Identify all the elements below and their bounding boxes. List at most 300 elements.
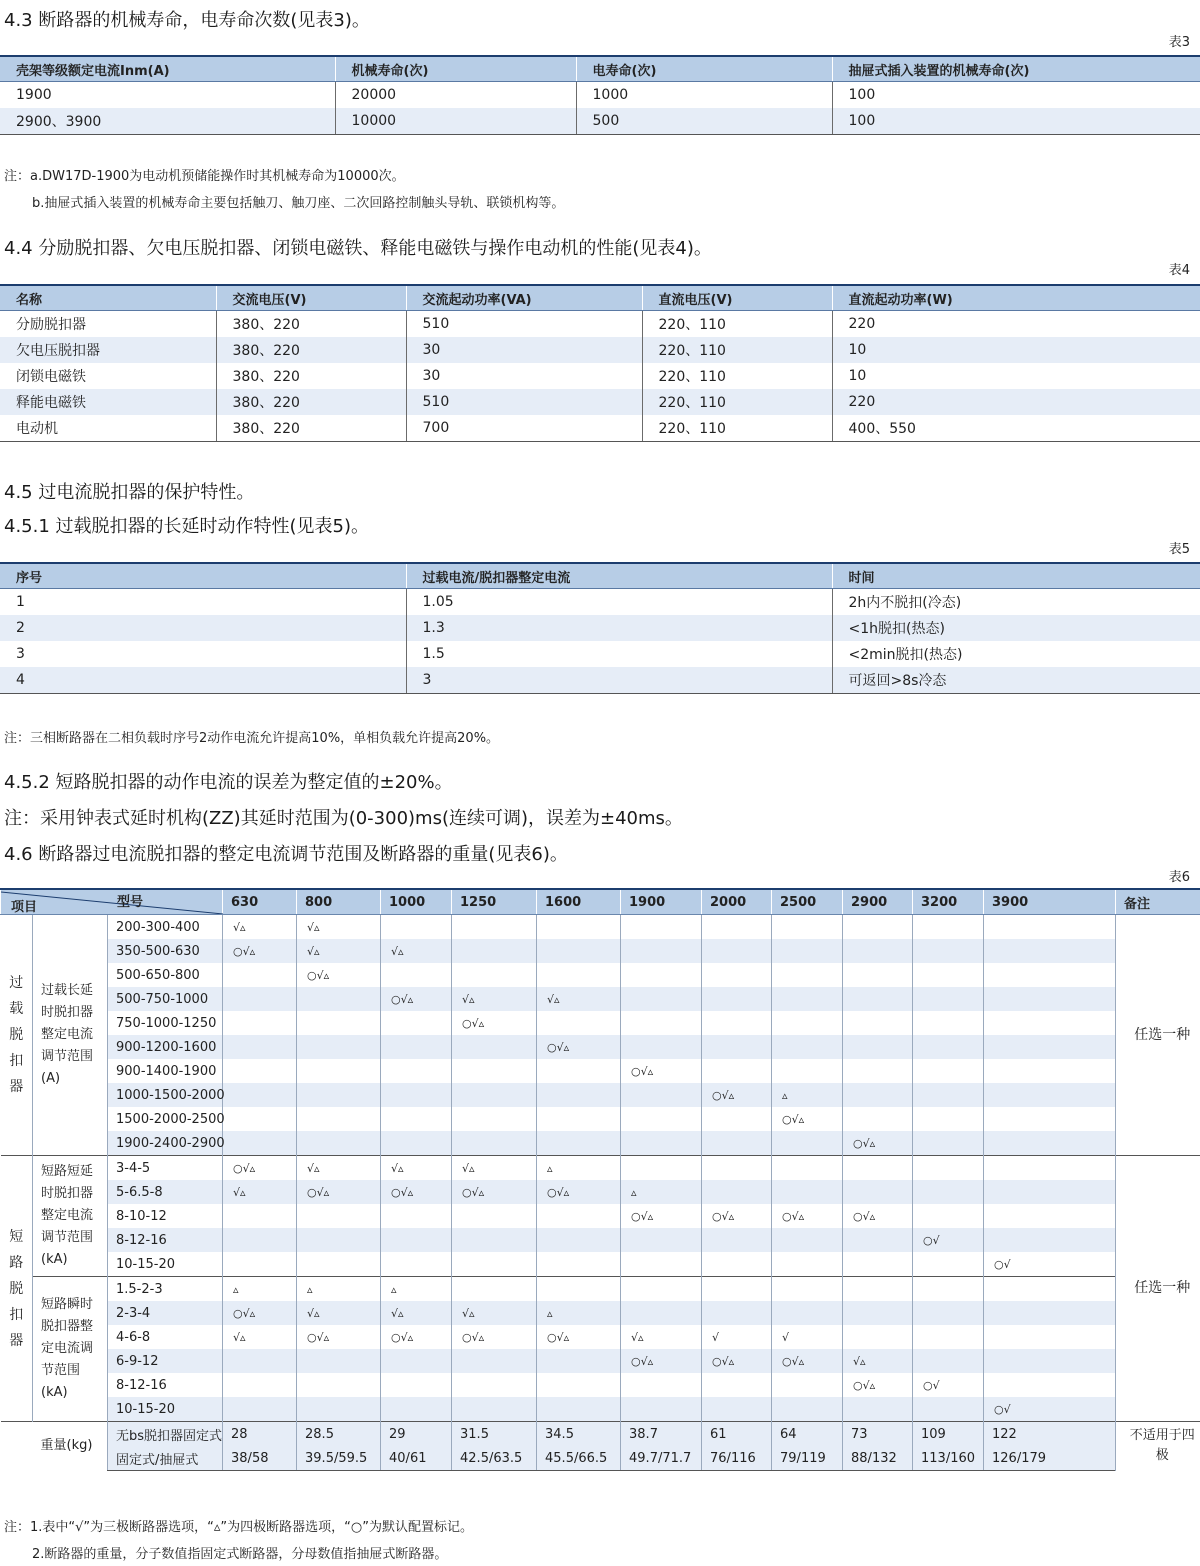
table-row	[1, 1277, 1200, 1302]
option-mark-cell	[702, 1228, 772, 1252]
option-mark-cell	[297, 1204, 381, 1228]
table-4-label: 表4	[1168, 263, 1190, 278]
model-col-header: 2000	[702, 889, 772, 915]
table-row	[1, 1083, 1200, 1107]
col-header: 名称	[0, 285, 216, 311]
range-cell: 8-10-12	[108, 1204, 223, 1228]
cell: 1900	[16, 87, 52, 103]
cell: 100	[832, 82, 1200, 109]
cell: 分励脱扣器	[16, 317, 86, 333]
option-mark-cell: ○√▵	[537, 1035, 621, 1059]
option-mark-cell	[913, 1397, 984, 1422]
weight-cell: 61	[702, 1422, 772, 1447]
option-mark-cell	[772, 1059, 843, 1083]
weight-cell: 76/116	[702, 1446, 772, 1471]
range-cell: 900-1200-1600	[108, 1035, 223, 1059]
option-mark-cell	[297, 1131, 381, 1156]
option-mark-cell	[621, 1035, 702, 1059]
option-mark-cell: √▵	[452, 1156, 537, 1181]
option-mark-cell	[297, 1373, 381, 1397]
section-4-6-heading: 4.6 断路器过电流脱扣器的整定电流调节范围及断路器的重量(见表6)。	[4, 844, 568, 865]
cell: 500	[576, 108, 832, 135]
option-mark-cell	[452, 1277, 537, 1302]
model-col-header: 2500	[772, 889, 843, 915]
option-mark-cell	[772, 1277, 843, 1302]
option-mark-cell: ○√▵	[537, 1325, 621, 1349]
weight-cell: 113/160	[913, 1446, 984, 1471]
table-row	[1, 1373, 1200, 1397]
option-mark-cell	[223, 987, 297, 1011]
option-mark-cell	[621, 987, 702, 1011]
cell: 20000	[335, 82, 576, 109]
cell: 510	[406, 389, 642, 415]
option-mark-cell	[621, 963, 702, 987]
weight-cell: 42.5/63.5	[452, 1446, 537, 1471]
option-mark-cell	[297, 1059, 381, 1083]
option-mark-cell	[913, 1011, 984, 1035]
option-mark-cell	[772, 1397, 843, 1422]
cell: 400、550	[832, 415, 1200, 442]
weight-row	[1, 1422, 1200, 1447]
option-mark-cell	[843, 1180, 913, 1204]
option-mark-cell: ○√▵	[381, 987, 452, 1011]
option-mark-cell	[452, 1083, 537, 1107]
remark-col-header: 备注	[1116, 889, 1200, 915]
cell: 2h内不脱扣(冷态)	[832, 589, 1200, 616]
option-mark-cell	[913, 1131, 984, 1156]
range-cell: 1000-1500-2000	[108, 1083, 223, 1107]
option-mark-cell: √▵	[381, 1156, 452, 1181]
cell: 220、110	[642, 311, 832, 338]
option-mark-cell	[621, 1083, 702, 1107]
table-5-label: 表5	[1168, 542, 1190, 557]
table-row	[1, 1325, 1200, 1349]
table-4	[0, 284, 1200, 442]
option-mark-cell: ○√	[984, 1252, 1116, 1277]
option-mark-cell: √▵	[297, 915, 381, 940]
option-mark-cell	[381, 1349, 452, 1373]
weight-cell: 122	[984, 1422, 1116, 1447]
weight-cell: 45.5/66.5	[537, 1446, 621, 1471]
option-mark-cell	[984, 915, 1116, 940]
option-mark-cell	[843, 1059, 913, 1083]
option-mark-cell: ○√▵	[772, 1107, 843, 1131]
cell: 510	[406, 311, 642, 338]
option-mark-cell	[772, 1131, 843, 1156]
weight-cell: 64	[772, 1422, 843, 1447]
option-mark-cell	[297, 1035, 381, 1059]
option-mark-cell	[381, 1059, 452, 1083]
option-mark-cell	[297, 1349, 381, 1373]
remark-short: 任选一种	[1116, 1156, 1200, 1422]
table-3-note-a: 注：a.DW17D-1900为电动机预储能操作时其机械寿命为10000次。	[4, 169, 405, 184]
option-mark-cell	[843, 1035, 913, 1059]
weight-row	[1, 1446, 1200, 1471]
option-mark-cell	[843, 1325, 913, 1349]
cell: 220、110	[642, 389, 832, 415]
option-mark-cell	[452, 1204, 537, 1228]
cell: 220、110	[642, 415, 832, 442]
option-mark-cell: ○√	[913, 1228, 984, 1252]
model-col-header: 3900	[984, 889, 1116, 915]
option-mark-cell: ○√▵	[452, 1011, 537, 1035]
cell: 10	[832, 337, 1200, 363]
option-mark-cell	[843, 1301, 913, 1325]
option-mark-cell	[913, 1349, 984, 1373]
option-mark-cell	[223, 1204, 297, 1228]
table-3-note-b: b.抽屉式插入装置的机械寿命主要包括触刀、触刀座、二次回路控制触头导轨、联锁机构等。	[32, 196, 565, 211]
option-mark-cell	[381, 1373, 452, 1397]
cell: 2	[0, 615, 406, 641]
weight-cell: 34.5	[537, 1422, 621, 1447]
option-mark-cell	[984, 1349, 1116, 1373]
weight-cell: 28	[223, 1422, 297, 1447]
table-row	[0, 389, 1200, 415]
table-row	[1, 987, 1200, 1011]
range-cell: 4-6-8	[108, 1325, 223, 1349]
option-mark-cell	[223, 1011, 297, 1035]
cell: 2900、3900	[0, 108, 335, 135]
table-row	[0, 82, 1200, 109]
option-mark-cell: √	[772, 1325, 843, 1349]
table-row	[1, 1397, 1200, 1422]
option-mark-cell	[452, 1059, 537, 1083]
option-mark-cell	[381, 1107, 452, 1131]
option-mark-cell: ○√▵	[297, 963, 381, 987]
table-header-row	[0, 285, 1200, 311]
weight-cell: 31.5	[452, 1422, 537, 1447]
weight-cell: 40/61	[381, 1446, 452, 1471]
cell: 1.5	[406, 641, 832, 667]
option-mark-cell	[297, 1107, 381, 1131]
option-mark-cell: ○√▵	[381, 1180, 452, 1204]
option-mark-cell	[381, 1035, 452, 1059]
option-mark-cell	[913, 915, 984, 940]
table-row	[1, 1059, 1200, 1083]
section-4-5-heading: 4.5 过电流脱扣器的保护特性。	[4, 482, 255, 503]
table-row	[0, 311, 1200, 338]
option-mark-cell	[621, 939, 702, 963]
option-mark-cell	[381, 1204, 452, 1228]
option-mark-cell	[381, 1083, 452, 1107]
option-mark-cell	[984, 1107, 1116, 1131]
option-mark-cell	[984, 963, 1116, 987]
option-mark-cell	[913, 1059, 984, 1083]
option-mark-cell	[913, 1156, 984, 1181]
option-mark-cell: √▵	[297, 1156, 381, 1181]
option-mark-cell	[537, 1349, 621, 1373]
table-row	[1, 939, 1200, 963]
option-mark-cell: √▵	[223, 1180, 297, 1204]
table-row	[1, 1035, 1200, 1059]
weight-desc: 无bs脱扣器固定式	[108, 1422, 223, 1447]
option-mark-cell	[772, 1035, 843, 1059]
option-mark-cell	[452, 963, 537, 987]
section-4-5-2-note: 注：采用钟表式延时机构(ZZ)其延时范围为(0-300)ms(连续可调)，误差为±40ms。	[4, 808, 683, 829]
cell: 1.3	[406, 615, 832, 641]
option-mark-cell	[537, 1131, 621, 1156]
table-5	[0, 562, 1200, 694]
option-mark-cell	[984, 1059, 1116, 1083]
option-mark-cell	[984, 1277, 1116, 1302]
option-mark-cell	[621, 1156, 702, 1181]
cell: 220、110	[642, 363, 832, 389]
option-mark-cell	[843, 1011, 913, 1035]
option-mark-cell	[984, 1204, 1116, 1228]
option-mark-cell	[984, 1228, 1116, 1252]
option-mark-cell	[913, 1083, 984, 1107]
cell: <1h脱扣(热态)	[832, 615, 1200, 641]
table-row	[0, 615, 1200, 641]
section-4-3-heading: 4.3 断路器的机械寿命，电寿命次数(见表3)。	[4, 10, 370, 31]
option-mark-cell	[223, 1228, 297, 1252]
option-mark-cell	[223, 963, 297, 987]
option-mark-cell	[843, 1083, 913, 1107]
option-mark-cell	[984, 1301, 1116, 1325]
table-6-note-2: 2.断路器的重量，分子数值指固定式断路器，分母数值指抽屉式断路器。	[32, 1547, 448, 1562]
option-mark-cell: ○√▵	[843, 1131, 913, 1156]
table-row	[0, 108, 1200, 135]
model-col-header: 1000	[381, 889, 452, 915]
option-mark-cell	[381, 1252, 452, 1277]
cell: 1	[16, 594, 25, 610]
option-mark-cell: ○√▵	[452, 1325, 537, 1349]
option-mark-cell	[452, 1107, 537, 1131]
weight-cell: 73	[843, 1422, 913, 1447]
option-mark-cell: ○√▵	[702, 1083, 772, 1107]
option-mark-cell: ○√▵	[702, 1349, 772, 1373]
option-mark-cell	[223, 1107, 297, 1131]
option-mark-cell	[702, 1180, 772, 1204]
option-mark-cell	[843, 1228, 913, 1252]
col-header: 直流电压(V)	[642, 285, 832, 311]
section-4-4-heading: 4.4 分励脱扣器、欠电压脱扣器、闭锁电磁铁、释能电磁铁与操作电动机的性能(见表4)。	[4, 238, 712, 259]
option-mark-cell: √▵	[381, 1301, 452, 1325]
cell: 10000	[335, 108, 576, 135]
col-header: 过载电流/脱扣器整定电流	[406, 563, 832, 589]
cell: 可返回>8s冷态	[832, 667, 1200, 694]
table-6-note-1: 注：1.表中“√”为三极断路器选项，“▵”为四极断路器选项，“○”为默认配置标记。	[4, 1520, 473, 1535]
option-mark-cell	[702, 1131, 772, 1156]
option-mark-cell	[452, 1228, 537, 1252]
weight-cell: 126/179	[984, 1446, 1116, 1471]
col-header: 机械寿命(次)	[335, 56, 576, 82]
cell: 220	[832, 311, 1200, 338]
col-header: 抽屉式插入装置的机械寿命(次)	[832, 56, 1200, 82]
option-mark-cell	[223, 1252, 297, 1277]
range-cell: 8-12-16	[108, 1373, 223, 1397]
model-col-header: 3200	[913, 889, 984, 915]
weight-cell: 28.5	[297, 1422, 381, 1447]
sub-short-delay-label: 短路短延时脱扣器整定电流调节范围(kA)	[33, 1156, 108, 1277]
option-mark-cell	[843, 939, 913, 963]
option-mark-cell	[223, 1035, 297, 1059]
option-mark-cell: ○√▵	[843, 1373, 913, 1397]
option-mark-cell	[537, 1083, 621, 1107]
range-cell: 750-1000-1250	[108, 1011, 223, 1035]
option-mark-cell	[621, 1011, 702, 1035]
col-header: 交流起动功率(VA)	[406, 285, 642, 311]
option-mark-cell	[984, 1083, 1116, 1107]
remark-overload: 任选一种	[1116, 915, 1200, 1156]
option-mark-cell	[621, 1301, 702, 1325]
option-mark-cell	[913, 1180, 984, 1204]
weight-cell: 79/119	[772, 1446, 843, 1471]
option-mark-cell	[772, 987, 843, 1011]
option-mark-cell	[381, 963, 452, 987]
option-mark-cell	[913, 963, 984, 987]
table-5-note: 注：三相断路器在二相负载时序号2动作电流允许提高10%，单相负载允许提高20%。	[4, 731, 500, 746]
option-mark-cell	[297, 1252, 381, 1277]
option-mark-cell	[913, 939, 984, 963]
option-mark-cell: ○√▵	[843, 1204, 913, 1228]
option-mark-cell	[702, 1373, 772, 1397]
option-mark-cell	[621, 1107, 702, 1131]
cell: 3	[406, 667, 832, 694]
range-cell: 3-4-5	[108, 1156, 223, 1181]
option-mark-cell: √▵	[297, 1301, 381, 1325]
option-mark-cell	[702, 915, 772, 940]
table-row	[1, 1011, 1200, 1035]
model-col-header: 800	[297, 889, 381, 915]
option-mark-cell: ○√	[984, 1397, 1116, 1422]
table-row	[1, 915, 1200, 940]
option-mark-cell	[537, 1107, 621, 1131]
option-mark-cell	[843, 1252, 913, 1277]
option-mark-cell: √▵	[381, 939, 452, 963]
option-mark-cell	[843, 915, 913, 940]
table-row	[1, 1301, 1200, 1325]
range-cell: 500-750-1000	[108, 987, 223, 1011]
cell: 700	[406, 415, 642, 442]
option-mark-cell	[537, 1059, 621, 1083]
col-header: 直流起动功率(W)	[832, 285, 1200, 311]
cell: 4	[0, 667, 406, 694]
option-mark-cell	[537, 1397, 621, 1422]
option-mark-cell	[843, 1156, 913, 1181]
option-mark-cell: ○√▵	[223, 1156, 297, 1181]
option-mark-cell: ○√	[913, 1373, 984, 1397]
cell: 380、220	[216, 363, 406, 389]
option-mark-cell	[297, 1228, 381, 1252]
option-mark-cell: ○√▵	[297, 1325, 381, 1349]
option-mark-cell	[913, 1035, 984, 1059]
option-mark-cell	[537, 1373, 621, 1397]
option-mark-cell: √▵	[297, 939, 381, 963]
option-mark-cell: √▵	[452, 987, 537, 1011]
option-mark-cell: ○√▵	[772, 1204, 843, 1228]
option-mark-cell	[702, 1035, 772, 1059]
table-3-label: 表3	[1168, 35, 1190, 50]
cell: 闭锁电磁铁	[16, 369, 86, 385]
option-mark-cell	[537, 1277, 621, 1302]
cell: 380、220	[216, 337, 406, 363]
option-mark-cell	[223, 1083, 297, 1107]
weight-desc: 固定式/抽屉式	[108, 1446, 223, 1471]
option-mark-cell	[843, 1277, 913, 1302]
option-mark-cell	[621, 1252, 702, 1277]
model-col-header: 1900	[621, 889, 702, 915]
option-mark-cell: ▵	[223, 1277, 297, 1302]
option-mark-cell	[452, 915, 537, 940]
option-mark-cell	[452, 1252, 537, 1277]
option-mark-cell	[621, 1277, 702, 1302]
range-cell: 8-12-16	[108, 1228, 223, 1252]
option-mark-cell	[843, 1397, 913, 1422]
table-row	[0, 337, 1200, 363]
option-mark-cell	[702, 1156, 772, 1181]
range-cell: 350-500-630	[108, 939, 223, 963]
section-4-5-1-heading: 4.5.1 过载脱扣器的长延时动作特性(见表5)。	[4, 516, 370, 537]
option-mark-cell: ▵	[537, 1156, 621, 1181]
option-mark-cell	[772, 1180, 843, 1204]
option-mark-cell	[381, 1011, 452, 1035]
table-row	[1, 1204, 1200, 1228]
option-mark-cell: ○√▵	[621, 1059, 702, 1083]
option-mark-cell: ○√▵	[772, 1349, 843, 1373]
option-mark-cell: ▵	[772, 1083, 843, 1107]
option-mark-cell	[913, 1277, 984, 1302]
group-short-label: 短路脱扣器	[1, 1156, 33, 1422]
option-mark-cell: √▵	[452, 1301, 537, 1325]
option-mark-cell: ○√▵	[537, 1180, 621, 1204]
option-mark-cell	[913, 1252, 984, 1277]
table-6-label: 表6	[1168, 870, 1190, 885]
range-cell: 900-1400-1900	[108, 1059, 223, 1083]
option-mark-cell	[702, 1059, 772, 1083]
option-mark-cell	[223, 1373, 297, 1397]
option-mark-cell	[772, 1301, 843, 1325]
option-mark-cell	[537, 915, 621, 940]
option-mark-cell	[223, 1349, 297, 1373]
range-cell: 10-15-20	[108, 1252, 223, 1277]
range-cell: 2-3-4	[108, 1301, 223, 1325]
option-mark-cell: √	[702, 1325, 772, 1349]
weight-label: 重量(kg)	[1, 1422, 108, 1471]
option-mark-cell	[772, 963, 843, 987]
table-row	[0, 363, 1200, 389]
option-mark-cell: √▵	[537, 987, 621, 1011]
cell: 380、220	[216, 389, 406, 415]
weight-cell: 29	[381, 1422, 452, 1447]
option-mark-cell	[621, 1228, 702, 1252]
option-mark-cell	[702, 1107, 772, 1131]
option-mark-cell	[702, 1397, 772, 1422]
weight-cell: 88/132	[843, 1446, 913, 1471]
col-header: 序号	[0, 563, 406, 589]
group-overload-label: 过载脱扣器	[1, 915, 33, 1156]
col-header: 壳架等级额定电流Inm(A)	[0, 56, 335, 82]
option-mark-cell	[913, 1204, 984, 1228]
col-header: 电寿命(次)	[576, 56, 832, 82]
option-mark-cell	[537, 1204, 621, 1228]
option-mark-cell	[621, 1131, 702, 1156]
option-mark-cell	[297, 1083, 381, 1107]
cell: 380、220	[216, 311, 406, 338]
option-mark-cell	[702, 1277, 772, 1302]
cell: 220、110	[642, 337, 832, 363]
table-row	[1, 1107, 1200, 1131]
option-mark-cell	[702, 1252, 772, 1277]
sub-short-inst-label: 短路瞬时脱扣器整定电流调节范围(kA)	[33, 1277, 108, 1422]
option-mark-cell	[381, 1397, 452, 1422]
option-mark-cell	[913, 1301, 984, 1325]
option-mark-cell	[772, 939, 843, 963]
option-mark-cell	[537, 1228, 621, 1252]
option-mark-cell	[984, 939, 1116, 963]
range-cell: 1500-2000-2500	[108, 1107, 223, 1131]
option-mark-cell	[223, 1131, 297, 1156]
